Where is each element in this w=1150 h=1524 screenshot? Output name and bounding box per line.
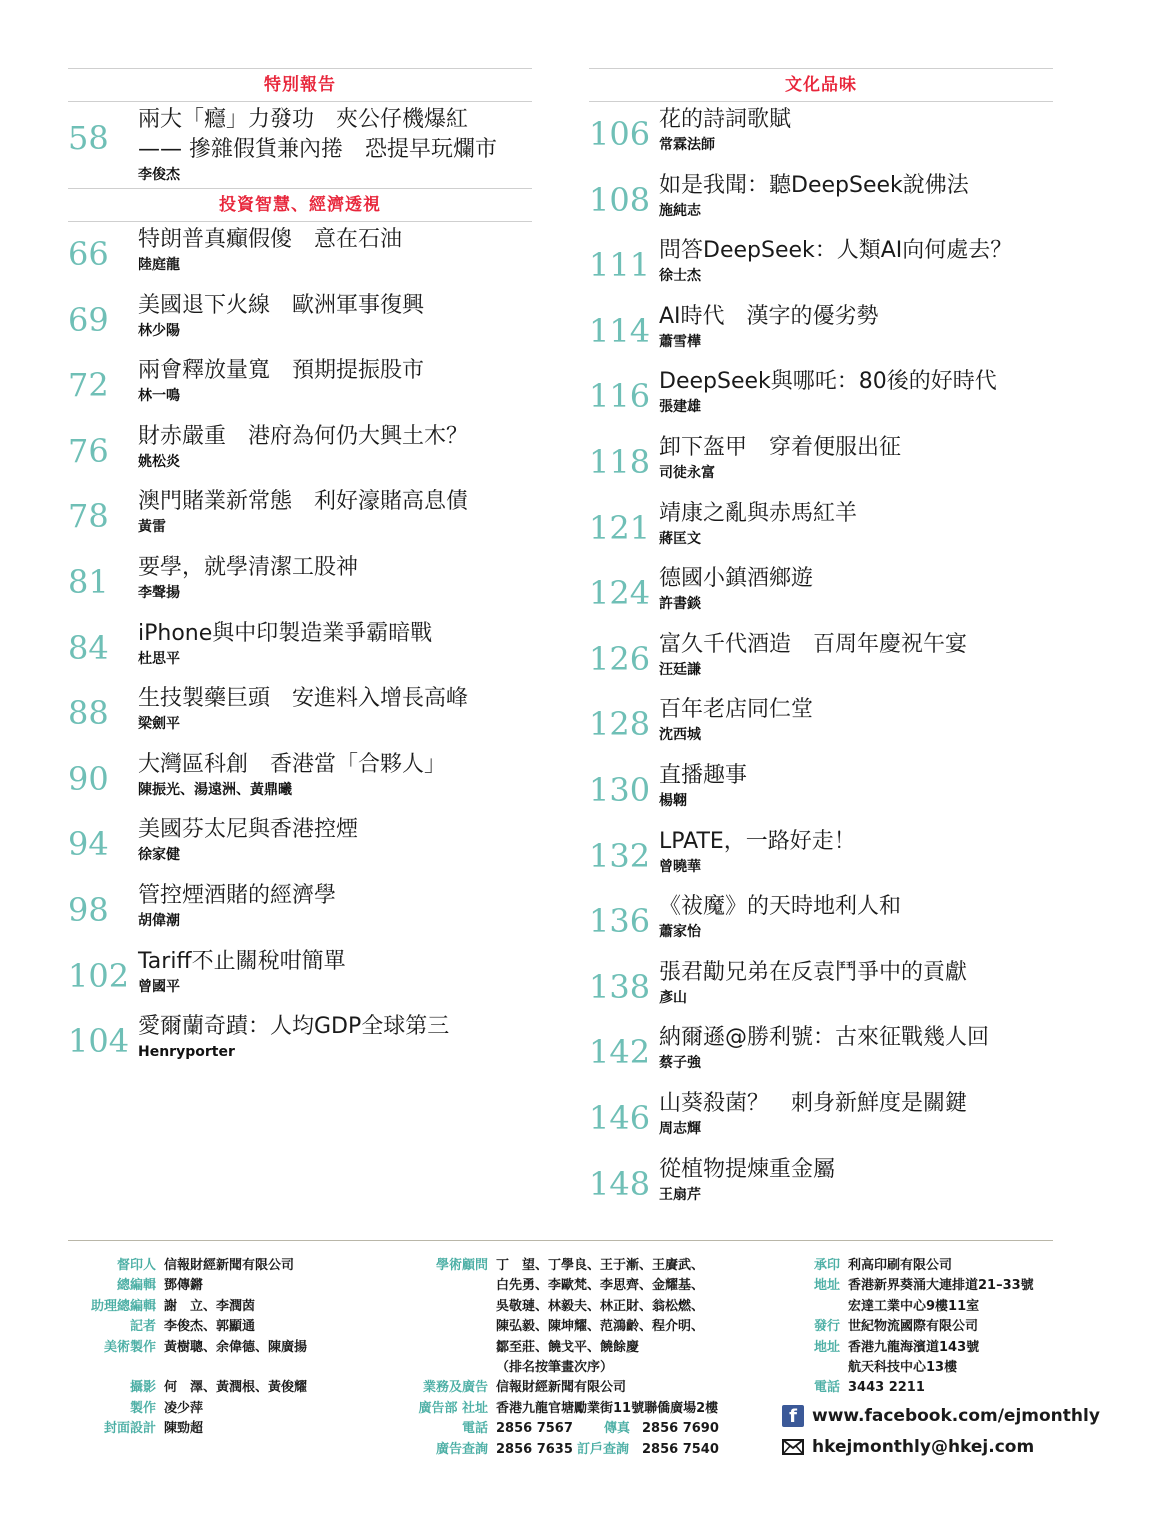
page-number: 58 [68, 119, 109, 157]
credit-value: 宏達工業中心9樓11室 [848, 1298, 980, 1314]
credit-label: 督印人 [116, 1258, 156, 1273]
right-column [589, 68, 1053, 1217]
credit-value: 3443 2211 [848, 1380, 925, 1396]
article-author: 徐家健 [138, 847, 180, 864]
email-address: hkejmonthly@hkej.com [812, 1437, 1035, 1457]
credit-row [68, 1378, 328, 1398]
page-number: 84 [68, 628, 109, 667]
article-title: 管控煙酒賭的經濟學 [138, 882, 337, 908]
toc-entry[interactable] [68, 812, 532, 878]
article-author: 施純志 [659, 202, 701, 219]
toc-entry[interactable] [589, 889, 1053, 955]
page-number: 136 [589, 902, 651, 941]
article-author: 彥山 [659, 989, 687, 1006]
credit-row [400, 1419, 760, 1439]
credit-row [68, 1276, 328, 1296]
article-author: 杜思平 [138, 650, 180, 667]
credit-value: 丁 望、丁學良、王于漸、王賡武、 [496, 1258, 705, 1273]
article-title: Tariff不止關稅咁簡單 [138, 948, 346, 974]
article-title: 愛爾蘭奇蹟：人均GDP全球第三 [138, 1014, 450, 1040]
toc-entry[interactable] [589, 1020, 1053, 1086]
page-number: 124 [589, 574, 651, 613]
section-header-investment: 投資智慧、經濟透視 [68, 188, 532, 222]
article-author: 蔡子強 [659, 1055, 701, 1072]
article-title: 從植物提煉重金屬 [659, 1156, 836, 1182]
article-author: 蔣匡文 [659, 530, 701, 547]
facebook-icon: f [782, 1405, 804, 1427]
article-title: 直播趣事 [659, 762, 748, 788]
article-title: AI時代 漢字的優劣勢 [659, 303, 879, 329]
article-author: 姚松炎 [138, 453, 180, 470]
article-title: 生技製藥巨頭 安進料入增長高峰 [138, 686, 469, 712]
credit-row [780, 1378, 1080, 1398]
credit-label: 發行 [813, 1319, 840, 1335]
page-number: 78 [68, 497, 109, 536]
page-number: 90 [68, 759, 109, 798]
article-author: 蕭雪樺 [659, 333, 701, 350]
credit-value: 2856 7540 [642, 1441, 719, 1457]
credit-value: 香港新界葵涌大連排道21–33號 [848, 1278, 1034, 1294]
credit-row [780, 1338, 1080, 1358]
toc-entry[interactable] [68, 222, 532, 288]
credit-label: 製作 [129, 1400, 156, 1416]
page-number: 118 [589, 442, 651, 481]
toc-entry[interactable] [68, 878, 532, 944]
credit-value: 香港九龍海濱道143號 [848, 1339, 980, 1355]
page-number: 138 [589, 967, 651, 1006]
page-number: 116 [589, 377, 651, 416]
article-title: LPATE，一路好走！ [659, 828, 856, 854]
credit-label: 學術顧問 [435, 1258, 488, 1273]
page-number: 94 [68, 825, 109, 864]
article-title: 澳門賭業新常態 利好濠賭高息債 [138, 489, 469, 515]
toc-entry[interactable] [589, 102, 1053, 168]
article-title: 美國芬太尼與香港控煙 [138, 817, 359, 843]
toc-entry[interactable] [589, 364, 1053, 430]
credit-value: 香港九龍官塘勵業街11號聯僑廣場2樓 [496, 1400, 719, 1416]
page-number: 76 [68, 431, 109, 470]
toc-entry[interactable] [68, 550, 532, 616]
email-link[interactable] [782, 1437, 1034, 1457]
credit-value: 鄒至莊、饒戈平、饒餘慶 [496, 1339, 640, 1355]
left-column [68, 68, 532, 1075]
page-number: 69 [68, 300, 109, 339]
credits-staff [68, 1256, 328, 1440]
page-number: 102 [68, 956, 130, 995]
credit-row [400, 1358, 760, 1378]
article-author: 蕭家怡 [659, 924, 701, 941]
toc-entry[interactable] [589, 430, 1053, 496]
credit-row [400, 1440, 760, 1460]
credit-value: 鄧傳鏘 [164, 1278, 204, 1294]
credit-row [400, 1338, 760, 1358]
article-title: 兩大「癮」力發功 夾公仔機爆紅 [138, 107, 469, 132]
facebook-link[interactable] [782, 1405, 1100, 1427]
toc-entry[interactable] [68, 353, 532, 419]
article-author: 常霖法師 [659, 137, 715, 153]
page-number: 106 [589, 115, 651, 153]
article-title: 如是我聞：聽DeepSeek說佛法 [659, 172, 969, 198]
credit-value: 凌少萍 [164, 1400, 204, 1416]
article-author: 王扇芹 [659, 1186, 701, 1203]
article-title: iPhone與中印製造業爭霸暗戰 [138, 620, 433, 646]
credit-label: 廣告查詢 [435, 1441, 488, 1457]
article-author: 林一鳴 [138, 388, 180, 405]
credit-row [780, 1297, 1080, 1317]
credit-value: 2856 7567 [496, 1421, 573, 1437]
page-number: 128 [589, 705, 651, 744]
page-number: 108 [589, 180, 651, 219]
credit-value: 航天科技中心13樓 [848, 1359, 958, 1375]
credit-label: 電話 [813, 1380, 840, 1396]
article-title: 靖康之亂與赤馬紅羊 [659, 500, 858, 526]
toc-entry[interactable] [589, 824, 1053, 890]
article-title: 要學，就學清潔工股神 [138, 554, 359, 580]
page-number: 126 [589, 639, 651, 678]
article-author: 黃雷 [138, 519, 166, 536]
credit-row [780, 1358, 1080, 1378]
article-author: 周志輝 [659, 1120, 701, 1137]
credit-label: 地址 [813, 1278, 840, 1294]
toc-entry[interactable] [589, 496, 1053, 562]
credit-label: 訂戶查詢 [577, 1441, 630, 1457]
page-number: 130 [589, 770, 651, 809]
article-author: 李聲揚 [138, 584, 180, 601]
article-title: 《祓魔》的天時地利人和 [659, 894, 902, 920]
credit-value: 利高印刷有限公司 [848, 1258, 953, 1273]
credit-label: 助理總編輯 [90, 1298, 156, 1314]
page-number: 104 [68, 1022, 130, 1061]
credit-note: （排名按筆畫次序） [496, 1359, 614, 1375]
credit-row [68, 1256, 328, 1276]
credit-value: 2856 7635 [496, 1441, 573, 1457]
article-title: 納爾遜@勝利號：古來征戰幾人回 [659, 1025, 990, 1051]
article-author: 汪廷謙 [659, 661, 701, 678]
credit-row [68, 1297, 328, 1317]
credit-label: 地址 [813, 1339, 840, 1355]
credit-row [400, 1317, 760, 1337]
section-header-special-report: 特別報告 [68, 68, 532, 102]
toc-entry[interactable] [589, 627, 1053, 693]
article-author: 楊翺 [659, 792, 687, 809]
page-number: 111 [589, 246, 651, 285]
credits-divider [68, 1240, 1053, 1241]
toc-entry[interactable] [68, 616, 532, 682]
credit-label: 攝影 [129, 1380, 156, 1396]
credit-value: 信報財經新聞有限公司 [164, 1258, 295, 1273]
article-title: 富久千代酒造 百周年慶祝午宴 [659, 631, 968, 657]
article-title: 卸下盔甲 穿着便服出征 [659, 434, 902, 460]
article-author: 李俊杰 [138, 167, 180, 183]
credit-row [400, 1399, 760, 1419]
credits-advisors-business [400, 1256, 760, 1460]
article-author: 徐士杰 [659, 268, 701, 285]
credit-value: 謝 立、李潤茵 [164, 1298, 256, 1314]
toc-entry[interactable] [68, 747, 532, 813]
article-author: 沈西城 [659, 727, 701, 744]
article-author: 梁劍平 [138, 716, 180, 733]
toc-entry[interactable] [589, 233, 1053, 299]
article-author: 曾曉華 [659, 858, 701, 875]
page-number: 88 [68, 694, 109, 733]
credit-row [68, 1338, 328, 1358]
toc-entry[interactable] [68, 944, 532, 1010]
article-author: 林少陽 [138, 322, 180, 339]
article-author: Henryporter [138, 1044, 235, 1061]
page-number: 66 [68, 235, 109, 273]
toc-entry[interactable] [589, 168, 1053, 234]
article-title: 美國退下火線 歐洲軍事復興 [138, 292, 425, 318]
credit-row [68, 1317, 328, 1337]
article-author: 陳振光、湯遠洲、黃鼎曦 [138, 781, 292, 798]
toc-entry[interactable] [68, 102, 532, 192]
article-title: 花的詩詞歌賦 [659, 107, 792, 132]
article-author: 許書錟 [659, 596, 701, 613]
credit-label: 承印 [813, 1258, 840, 1273]
article-title: 特朗普真癲假傻 意在石油 [138, 227, 403, 252]
article-author: 胡偉潮 [138, 912, 180, 929]
page-number: 146 [589, 1098, 651, 1137]
toc-entry[interactable] [68, 484, 532, 550]
credit-value: 吳敬璉、林毅夫、林正財、翁松燃、 [496, 1298, 705, 1314]
article-subtitle: —— 摻雜假貨兼內捲 恐提早玩爛市 [138, 137, 497, 162]
credit-label: 傳真 [604, 1421, 631, 1437]
credit-row [780, 1317, 1080, 1337]
credit-label: 封面設計 [103, 1421, 156, 1437]
credit-label: 業務及廣告 [422, 1380, 488, 1396]
toc-entry[interactable] [589, 955, 1053, 1021]
toc-entry[interactable] [589, 692, 1053, 758]
credit-label: 記者 [129, 1319, 156, 1335]
credit-value: 白先勇、李歐梵、李思齊、金耀基、 [496, 1278, 705, 1294]
toc-entry[interactable] [589, 299, 1053, 365]
page-number: 72 [68, 366, 109, 405]
article-title: 百年老店同仁堂 [659, 697, 814, 723]
facebook-url: www.facebook.com/ejmonthly [812, 1406, 1100, 1426]
page-number: 121 [589, 508, 651, 547]
credit-label: 總編輯 [116, 1278, 156, 1294]
credit-row [780, 1276, 1080, 1296]
toc-entry[interactable] [589, 1152, 1053, 1218]
page-number: 81 [68, 562, 109, 601]
article-author: 曾國平 [138, 978, 180, 995]
article-author: 陸庭龍 [138, 257, 180, 273]
page-number: 148 [589, 1164, 651, 1203]
credit-spacer [68, 1358, 328, 1378]
article-title: 山葵殺菌？ 刺身新鮮度是關鍵 [659, 1090, 968, 1116]
page-number: 132 [589, 836, 651, 875]
toc-entry[interactable] [589, 758, 1053, 824]
credit-row [400, 1276, 760, 1296]
toc-entry[interactable] [68, 681, 532, 747]
article-title: 張君勱兄弟在反袁鬥爭中的貢獻 [659, 959, 968, 985]
article-author: 司徒永富 [659, 464, 715, 481]
toc-entry[interactable] [589, 1086, 1053, 1152]
page-number: 114 [589, 311, 651, 350]
mail-icon [782, 1439, 804, 1455]
article-title: 問答DeepSeek：人類AI向何處去？ [659, 238, 1013, 264]
credit-value: 世紀物流國際有限公司 [848, 1319, 979, 1335]
credit-value: 陳弘毅、陳坤耀、范鴻齡、程介明、 [496, 1319, 705, 1335]
credit-value: 2856 7690 [642, 1421, 719, 1437]
credit-label: 美術製作 [103, 1339, 156, 1355]
toc-entry[interactable] [68, 1009, 532, 1075]
article-title: DeepSeek與哪吒：80後的好時代 [659, 369, 997, 395]
credit-row [68, 1399, 328, 1419]
section-header-culture: 文化品味 [589, 68, 1053, 102]
credit-row [68, 1419, 328, 1439]
credit-value: 李俊杰、郭顯通 [164, 1319, 256, 1335]
page-number: 142 [589, 1033, 651, 1072]
page-number: 98 [68, 890, 109, 929]
article-title: 大灣區科創 香港當「合夥人」 [138, 751, 447, 777]
credits-printing-distribution [780, 1256, 1080, 1399]
toc-entry[interactable] [68, 288, 532, 354]
article-author: 張建雄 [659, 399, 701, 416]
credit-label: 廣告部 社址 [418, 1400, 488, 1416]
credit-row [400, 1256, 760, 1276]
article-title: 財赤嚴重 港府為何仍大興土木？ [138, 423, 469, 449]
credit-value: 陳勁超 [164, 1421, 204, 1437]
article-title: 德國小鎮酒鄉遊 [659, 566, 814, 592]
article-title: 兩會釋放量寬 預期提振股市 [138, 358, 425, 384]
credit-value: 黃樹聰、余偉德、陳廣揚 [164, 1339, 308, 1355]
credit-row [400, 1297, 760, 1317]
toc-entry[interactable] [68, 419, 532, 485]
credit-value: 信報財經新聞有限公司 [496, 1380, 627, 1396]
credit-row [780, 1256, 1080, 1276]
toc-entry[interactable] [589, 561, 1053, 627]
credit-row [400, 1378, 760, 1398]
credit-value: 何 澤、黃潤根、黃俊耀 [164, 1380, 308, 1396]
credit-label: 電話 [461, 1421, 488, 1437]
